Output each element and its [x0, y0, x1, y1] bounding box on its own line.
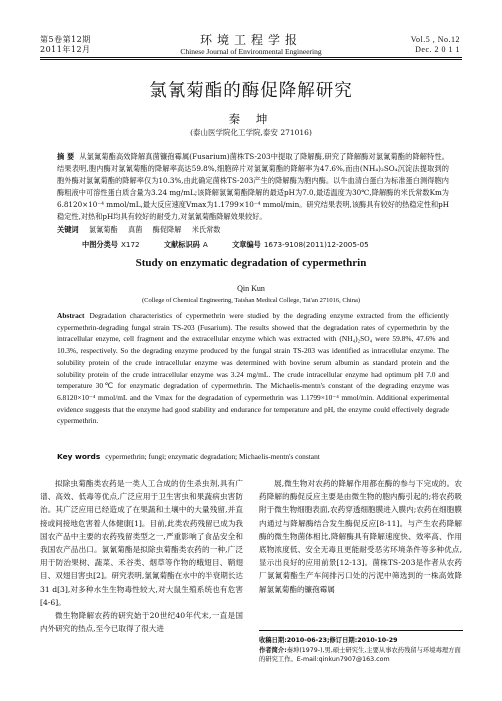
running-header-left — [40, 35, 91, 55]
volume-cn: 第5卷第12期 — [40, 35, 91, 44]
footnote — [259, 636, 463, 665]
keywords-en — [57, 452, 449, 461]
article-title-cn: 氯氰菊酯的酶促降解研究 — [149, 81, 353, 101]
body-paragraph: 拟除虫菊酯类农药是一类人工合成的仿生杀虫剂,具有广谱、高效、低毒等优点,广泛应用于卫生害虫和果蔬病虫害防治。其广泛应用已经造成了在果蔬和土壤中的大量残留,并直接或间接地危害着人体健康[1]。目前,此类农药残留已成为我国农产品中主要的农药残留类型之一,严重影响了食品安全和我国农产品出口。氯氰菊酯是拟除虫菊酯类农药的一种,广泛用于防治果树、蔬菜、禾谷类、烟草等作物的蛾翅目、鞘翅目、双翅目害虫[2]。研究表明,氯氰菊酯在水中的半衰期长达31 d[3],对多种水生生物毒性较大,对大鼠生殖系统也有危害[4-6]。 — [40, 479, 244, 607]
body-paragraph: 微生物降解农药的研究始于20世纪40年代末,一直是国内外研究的热点,至今已取得了很大进 — [40, 611, 243, 634]
article-number-label: 文章编号 — [232, 240, 261, 249]
body-column-left — [40, 477, 243, 635]
date-en: Dec. 2 0 1 1 — [415, 45, 460, 54]
header-rule-thin — [40, 59, 462, 60]
footnote-author — [259, 646, 463, 665]
abstract-cn-text: 从氯氰菊酯高效降解真菌镰孢霉属(Fusarium)菌株TS-203中提取了降解酶,研究了降解酶对氯氰菊酯的降解特性。结果表明,胞内酶对氯氰菊酯的降解率高达59.8%,细胞碎片对氯氰菊酯的降解率为47.6%,而由(NH₄)₂SO₄沉淀法提取到的胞外酶对氯氰菊酯的降解率仅为10.3%,由此确定菌株TS-203产生的降解酶为胞内酶。以牛血清白蛋白为标准蛋白测得胞内酶粗液中可溶性蛋白质含量为3.24 mg/mL;该降解氯氰菊酯降解的最适pH为7.0,最适温度为30℃,降解酶的米氏常数Km为6.8120×10⁻⁴ mmol/mL,最大反应速度Vmax为1.1799×10⁻⁴ mmol/min。研究结果表明,该酶具有较好的热稳定性和pH稳定性,对热和pH均具有较好的耐受力,对氯氰菊酯降解效果较好。 — [57, 152, 449, 221]
footnote-rule — [259, 630, 463, 631]
abstract-en-label: Abstract — [57, 311, 85, 320]
doc-code-value: A — [202, 240, 208, 249]
running-header-center — [140, 33, 362, 57]
keywords-en-text: cypermethrin; fungi; enzymatic degradation; Michaelis-mentn's constant — [105, 452, 320, 461]
clc-label: 中图分类号 — [82, 240, 118, 249]
abstract-en-text: Degradation characteristics of cypermethrin were studied by the degrading enzyme extracted from the efficiently cypermethrin-degrading fungal strain TS-203 (Fusarium). The results showed that the degradation rates of cypermethrin by the intracellular enzyme, cell fragment and the extracellular enzyme which was extracted with (NH₄)₂SO₄ were 59.8%, 47.6% and 10.3%, respectively. So the degrading enzyme produced by the fungal strain TS-203 was identified as intracellular enzyme. The solubility protein of the crude intracellular enzyme was determined with bovine serum albumin as standard protein and the solubility protein of the crude intracellular enzyme was 3.24 mg/mL. The crude intracellular enzyme had optimum pH 7.0 and temperature 30℃ for enzymatic degradation of cypermethrin. The Michaelis-mentn's constant of the degrading enzyme was 6.8120×10⁻⁴ mmol/mL and the Vmax for the degradation of cypermethrin was 1.1799×10⁻⁴ mmol/min. Additional experimental evidence suggests that the enzyme had good stability and endurance for temperature and pH, the enzyme could effectively degrade cypermethrin. — [57, 311, 449, 426]
author-cn: 秦 坤 — [228, 112, 274, 126]
keyword-cn: 真菌 — [127, 225, 143, 234]
abstract-cn-label: 摘 要 — [57, 152, 75, 161]
volume-en: Vol.5 , No.12 — [410, 35, 460, 44]
affiliation-en: (College of Chemical Engineering, Taishan Medical College, Tai'an 271016, China) — [141, 297, 361, 304]
keywords-en-label: Key words — [57, 452, 101, 461]
footnote-author-label: 作者简介: — [259, 646, 287, 654]
header-rule — [40, 57, 462, 58]
author-en: Qin Kun — [237, 284, 265, 293]
keywords-cn — [57, 225, 449, 235]
article-number-value: 1673-9108(2011)12-2005-05 — [263, 240, 369, 249]
doc-code-label: 文献标识码 — [163, 240, 200, 249]
affiliation-cn: (泰山医学院化工学院,泰安 271016) — [190, 128, 312, 137]
abstract-cn — [57, 151, 449, 223]
journal-title-en: Chinese Journal of Environmental Engineering — [180, 47, 322, 56]
classification-row — [82, 240, 442, 250]
body-column-right — [259, 477, 462, 596]
keywords-cn-label: 关键词 — [57, 225, 79, 234]
article-title-en: Study on enzymatic degradation of cypermethrin — [135, 257, 367, 269]
abstract-en — [57, 310, 449, 427]
footnote-received: 收稿日期:2010-06-23;修订日期:2010-10-29 — [259, 637, 398, 644]
keyword-cn: 米氏常数 — [191, 225, 221, 234]
keyword-cn: 酶促降解 — [152, 225, 182, 234]
body-paragraph: 展,微生物对农药的降解作用都在酶的参与下完成的。农药降解的酶促反应主要是由微生物的胞内酶引起的;将农药吸附于微生物细胞表面,农药穿透细胞膜进入膜内;农药在细胞膜内通过与降解酶结合发生酶促反应[8-11]。与产生农药降解酶的微生物菌体相比,降解酶具有降解速度快、效率高、作用底物浓度低、安全无毒且更能耐受恶劣环境条件等多种优点,显示出良好的应用前景[12-13]。菌株TS-203是作者从农药厂氯氰菊酯生产车间排污口处的污泥中筛选到的一株高效降解氯氰菊酯的镰孢霉属 — [259, 479, 462, 594]
date-cn: 2011年12月 — [40, 45, 91, 54]
clc-value: X172 — [120, 240, 140, 249]
running-header-right — [411, 35, 460, 55]
keyword-cn: 氯氰菊酯 — [88, 225, 118, 234]
journal-title-cn: 环境工程学报 — [199, 33, 302, 47]
footnote-author-info: 秦坤(1979-),男,硕士研究生,主要从事农药残留与环境毒理方面的研究工作。E-mail:qinkun7907@163.com — [259, 646, 461, 664]
